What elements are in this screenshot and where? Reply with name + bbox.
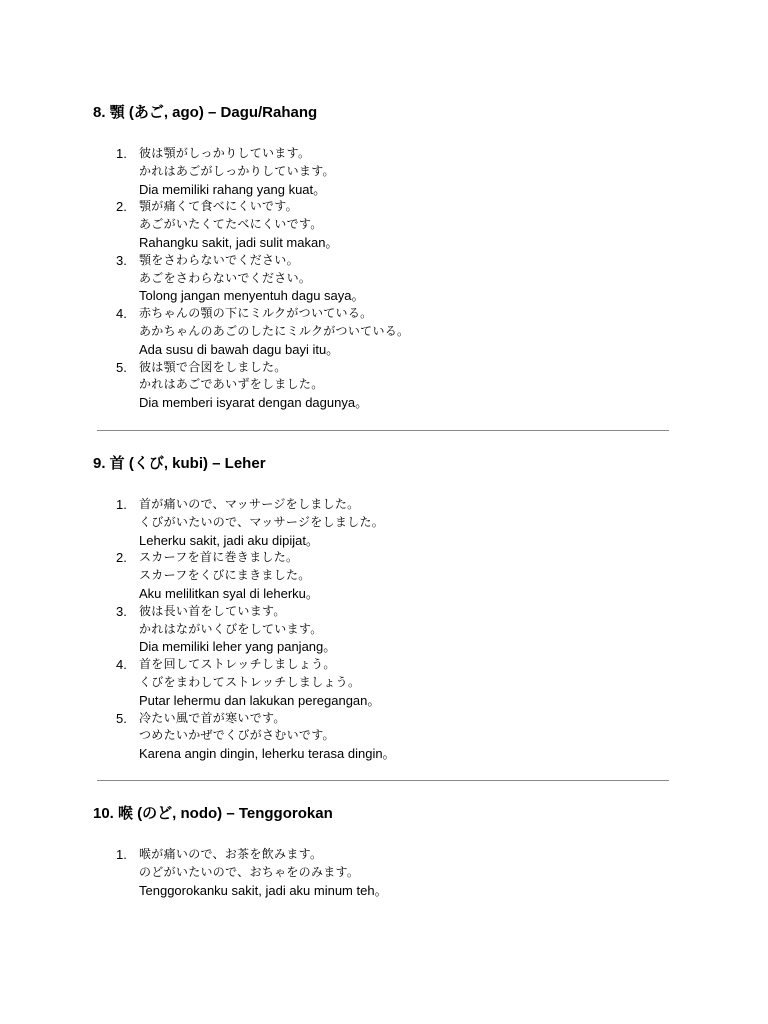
item-number: 5. bbox=[116, 710, 127, 726]
list-item bbox=[93, 496, 693, 549]
indonesian-translation: Ada susu di bawah dagu bayi itu。 bbox=[139, 341, 340, 357]
example-list bbox=[93, 145, 693, 412]
list-item bbox=[93, 603, 693, 656]
section-nodo bbox=[93, 805, 693, 899]
item-number: 1. bbox=[116, 497, 127, 512]
kana-reading: スカーフをくびにまきました。 bbox=[139, 568, 311, 583]
section-title: 8. 顎 (あご, ago) – Dagu/Rahang bbox=[93, 104, 318, 121]
section-kubi bbox=[93, 455, 693, 763]
kana-reading: あかちゃんのあごのしたにミルクがついている。 bbox=[139, 323, 410, 338]
list-item bbox=[93, 359, 693, 412]
japanese-sentence: 赤ちゃんの顎の下にミルクがついている。 bbox=[139, 306, 373, 321]
indonesian-translation: Dia memiliki leher yang panjang。 bbox=[139, 639, 337, 655]
japanese-sentence: スカーフを首に巻きました。 bbox=[139, 550, 299, 565]
kana-reading: かれはながいくびをしています。 bbox=[139, 621, 323, 636]
list-item bbox=[93, 549, 693, 602]
indonesian-translation: Aku melilitkan syal di leherku。 bbox=[139, 585, 319, 601]
list-item bbox=[93, 198, 693, 251]
japanese-sentence: 首が痛いので、マッサージをしました。 bbox=[139, 497, 360, 511]
kana-reading: あごをさわらないでください。 bbox=[139, 270, 312, 285]
section-ago bbox=[93, 104, 693, 412]
japanese-sentence: 顎が痛くて食べにくいです。 bbox=[139, 199, 298, 214]
section-title: 10. 喉 (のど, nodo) – Tenggorokan bbox=[93, 805, 333, 822]
japanese-sentence: 彼は長い首をしています。 bbox=[139, 603, 286, 618]
list-item bbox=[93, 252, 693, 305]
item-number: 1. bbox=[116, 847, 127, 862]
kana-reading: のどがいたいので、おちゃをのみます。 bbox=[139, 864, 360, 879]
japanese-sentence: 喉が痛いので、お茶を飲みます。 bbox=[139, 847, 323, 861]
japanese-sentence: 首を回してストレッチしましょう。 bbox=[139, 657, 336, 672]
example-list bbox=[93, 496, 693, 763]
indonesian-translation: Rahangku sakit, jadi sulit makan。 bbox=[139, 234, 339, 250]
list-item bbox=[93, 846, 693, 899]
list-item bbox=[93, 305, 693, 358]
item-number: 1. bbox=[116, 146, 127, 161]
item-number: 3. bbox=[116, 603, 127, 619]
item-number: 2. bbox=[116, 199, 127, 215]
section-divider bbox=[97, 430, 669, 431]
kana-reading: つめたいかぜでくびがさむいです。 bbox=[139, 728, 335, 743]
indonesian-translation: Leherku sakit, jadi aku dipijat。 bbox=[139, 532, 319, 548]
item-number: 2. bbox=[116, 550, 127, 566]
section-title: 9. 首 (くび, kubi) – Leher bbox=[93, 455, 266, 472]
indonesian-translation: Tolong jangan menyentuh dagu saya。 bbox=[139, 288, 365, 304]
item-number: 4. bbox=[116, 306, 127, 322]
item-number: 5. bbox=[116, 359, 127, 375]
list-item bbox=[93, 710, 693, 763]
list-item bbox=[93, 656, 693, 709]
kana-reading: くびをまわしてストレッチしましょう。 bbox=[139, 674, 361, 689]
japanese-sentence: 彼は顎で合図をしました。 bbox=[139, 359, 287, 374]
japanese-sentence: 彼は顎がしっかりしています。 bbox=[139, 146, 311, 160]
indonesian-translation: Tenggorokanku sakit, jadi aku minum teh。 bbox=[139, 882, 388, 898]
item-number: 4. bbox=[116, 657, 127, 673]
japanese-sentence: 顎をさわらないでください。 bbox=[139, 252, 299, 267]
kana-reading: かれはあごであいずをしました。 bbox=[139, 377, 324, 392]
kana-reading: あごがいたくてたべにくいです。 bbox=[139, 217, 323, 232]
item-number: 3. bbox=[116, 252, 127, 268]
indonesian-translation: Dia memiliki rahang yang kuat。 bbox=[139, 181, 327, 197]
japanese-sentence: 冷たい風で首が寒いです。 bbox=[139, 710, 286, 725]
indonesian-translation: Putar lehermu dan lakukan peregangan。 bbox=[139, 692, 381, 708]
kana-reading: かれはあごがしっかりしています。 bbox=[139, 163, 335, 178]
section-divider bbox=[97, 780, 669, 781]
kana-reading: くびがいたいので、マッサージをしました。 bbox=[139, 514, 385, 529]
indonesian-translation: Dia memberi isyarat dengan dagunya。 bbox=[139, 395, 369, 411]
indonesian-translation: Karena angin dingin, leherku terasa dingin。 bbox=[139, 746, 396, 762]
list-item bbox=[93, 145, 693, 198]
example-list bbox=[93, 846, 693, 899]
